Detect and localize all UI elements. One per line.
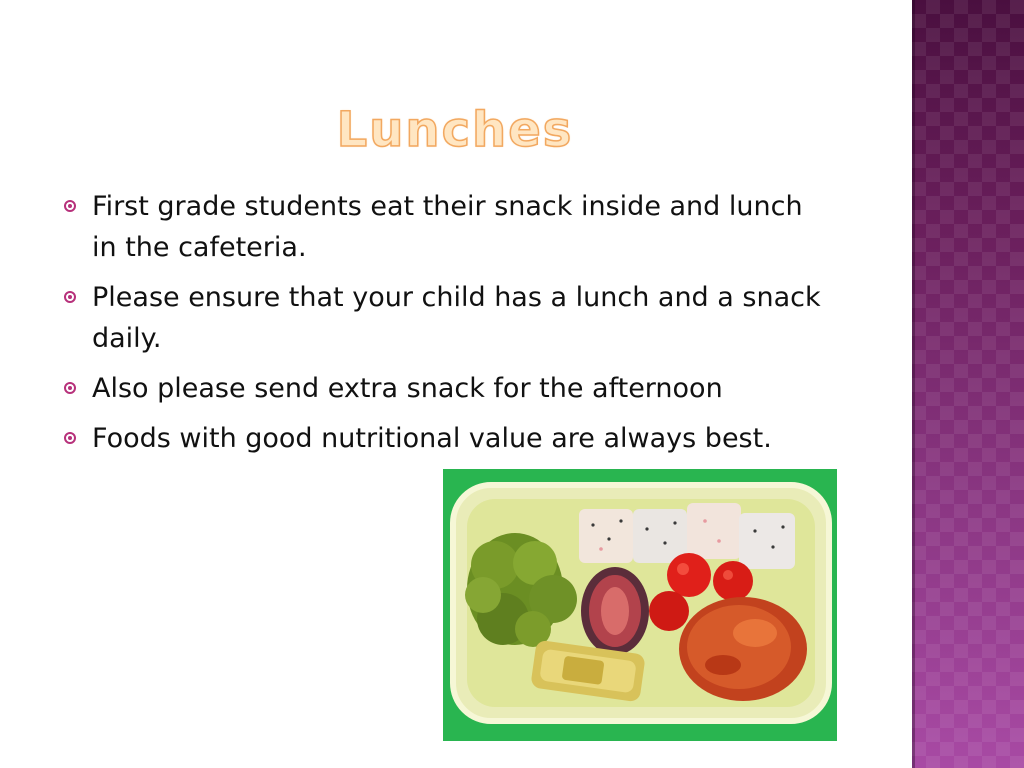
bullet-item xyxy=(62,418,832,459)
fig xyxy=(581,567,649,655)
bullet-text: Please ensure that your child has a lunch and a snack daily. xyxy=(92,282,821,354)
diamond-pattern xyxy=(912,0,1024,768)
bullet-item xyxy=(62,277,832,359)
circle-dot-icon xyxy=(64,382,76,394)
slide-title: Lunches xyxy=(336,102,574,158)
bullet-text: Also please send extra snack for the afternoon xyxy=(92,373,723,404)
circle-dot-icon xyxy=(64,291,76,303)
circle-dot-icon xyxy=(64,200,76,212)
bullet-text: First grade students eat their snack inside and lunch in the cafeteria. xyxy=(92,191,803,263)
sidebar-edge xyxy=(912,0,915,768)
bullet-item xyxy=(62,368,832,409)
circle-dot-icon xyxy=(64,432,76,444)
bullet-list xyxy=(62,186,832,468)
lunchbox-photo xyxy=(443,469,837,741)
bullet-item xyxy=(62,186,832,268)
decorative-sidebar xyxy=(912,0,1024,768)
fried-chicken xyxy=(679,597,807,701)
bullet-text: Foods with good nutritional value are always best. xyxy=(92,423,772,454)
